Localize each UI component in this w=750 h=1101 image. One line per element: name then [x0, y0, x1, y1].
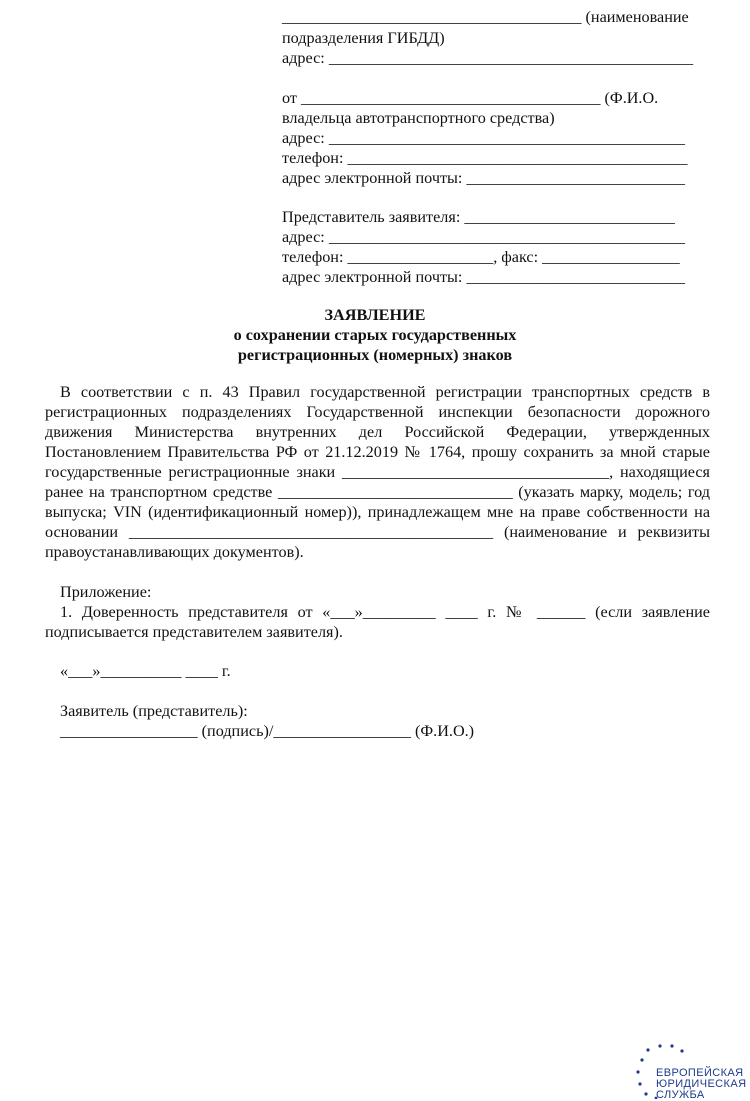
header-owner-phone: телефон: __________________________________________: [282, 149, 688, 167]
logo-text-2: ЮРИДИЧЕСКАЯ: [656, 1078, 747, 1090]
body-line-9: правоустанавливающих документов).: [45, 543, 304, 561]
signature-line: _________________ (подпись)/_________________ (Ф.И.О.): [60, 722, 475, 740]
appendix-item-1: 1. Доверенность представителя от «___»_________ ____ г. № ______ (если заявление: [60, 603, 710, 621]
header-owner-line2: владельца автотранспортного средства): [282, 109, 555, 127]
body-line-8: основании _____________________________________________ (наименование и реквизиты: [45, 523, 710, 541]
header-owner-address: адрес: ____________________________________________: [282, 129, 685, 147]
document-title: ЗАЯВЛЕНИЕ: [324, 306, 426, 324]
body-line-2: регистрационных подразделениях Государственной инспекции безопасности дорожного: [45, 403, 710, 421]
header-owner-line: от _____________________________________ (Ф.И.О.: [282, 89, 659, 107]
body-line-1: В соответствии с п. 43 Правил государственной регистрации транспортных средств в: [60, 383, 710, 401]
document-subtitle-2: регистрационных (номерных) знаков: [237, 346, 513, 364]
logo-text-1: ЕВРОПЕЙСКАЯ: [656, 1067, 744, 1079]
body-line-5: государственные регистрационные знаки _________________________________, находящиеся: [45, 463, 710, 481]
body-line-4: Постановлением Правительства РФ от 21.12.2019 № 1764, прошу сохранить за мной старые: [45, 443, 710, 461]
signature-label: Заявитель (представитель):: [60, 702, 248, 720]
document-subtitle-1: о сохранении старых государственных: [233, 326, 517, 344]
logo: [634, 1042, 750, 1099]
header-rep-address: адрес: ____________________________________________: [282, 228, 685, 246]
header-authority-line: _____________________________________ (наименование: [282, 8, 689, 26]
date-line: «___»__________ ____ г.: [60, 662, 231, 680]
appendix-item-1-cont: подписывается представителем заявителя).: [45, 623, 343, 641]
header-authority-line2: подразделения ГИБДД): [282, 29, 445, 47]
body-line-6: ранее на транспортном средстве _____________________________ (указать марку, модель; год: [45, 483, 710, 501]
header-rep-phone-fax: телефон: __________________, факс: _________________: [282, 248, 680, 266]
body-line-7: выпуска; VIN (идентификационный номер)), принадлежащем мне на праве собственности на: [45, 503, 710, 521]
body-line-3: движения Министерства внутренних дел Российской Федерации, утвержденных: [45, 423, 710, 441]
header-owner-email: адрес электронной почты: ___________________________: [282, 169, 685, 187]
header-representative: Представитель заявителя: __________________________: [282, 208, 675, 226]
header-rep-email: адрес электронной почты: ___________________________: [282, 268, 685, 286]
header-authority-address: адрес: _____________________________________________: [282, 49, 694, 67]
appendix-heading: Приложение:: [60, 583, 152, 601]
logo-text-3: СЛУЖБА: [656, 1089, 705, 1101]
